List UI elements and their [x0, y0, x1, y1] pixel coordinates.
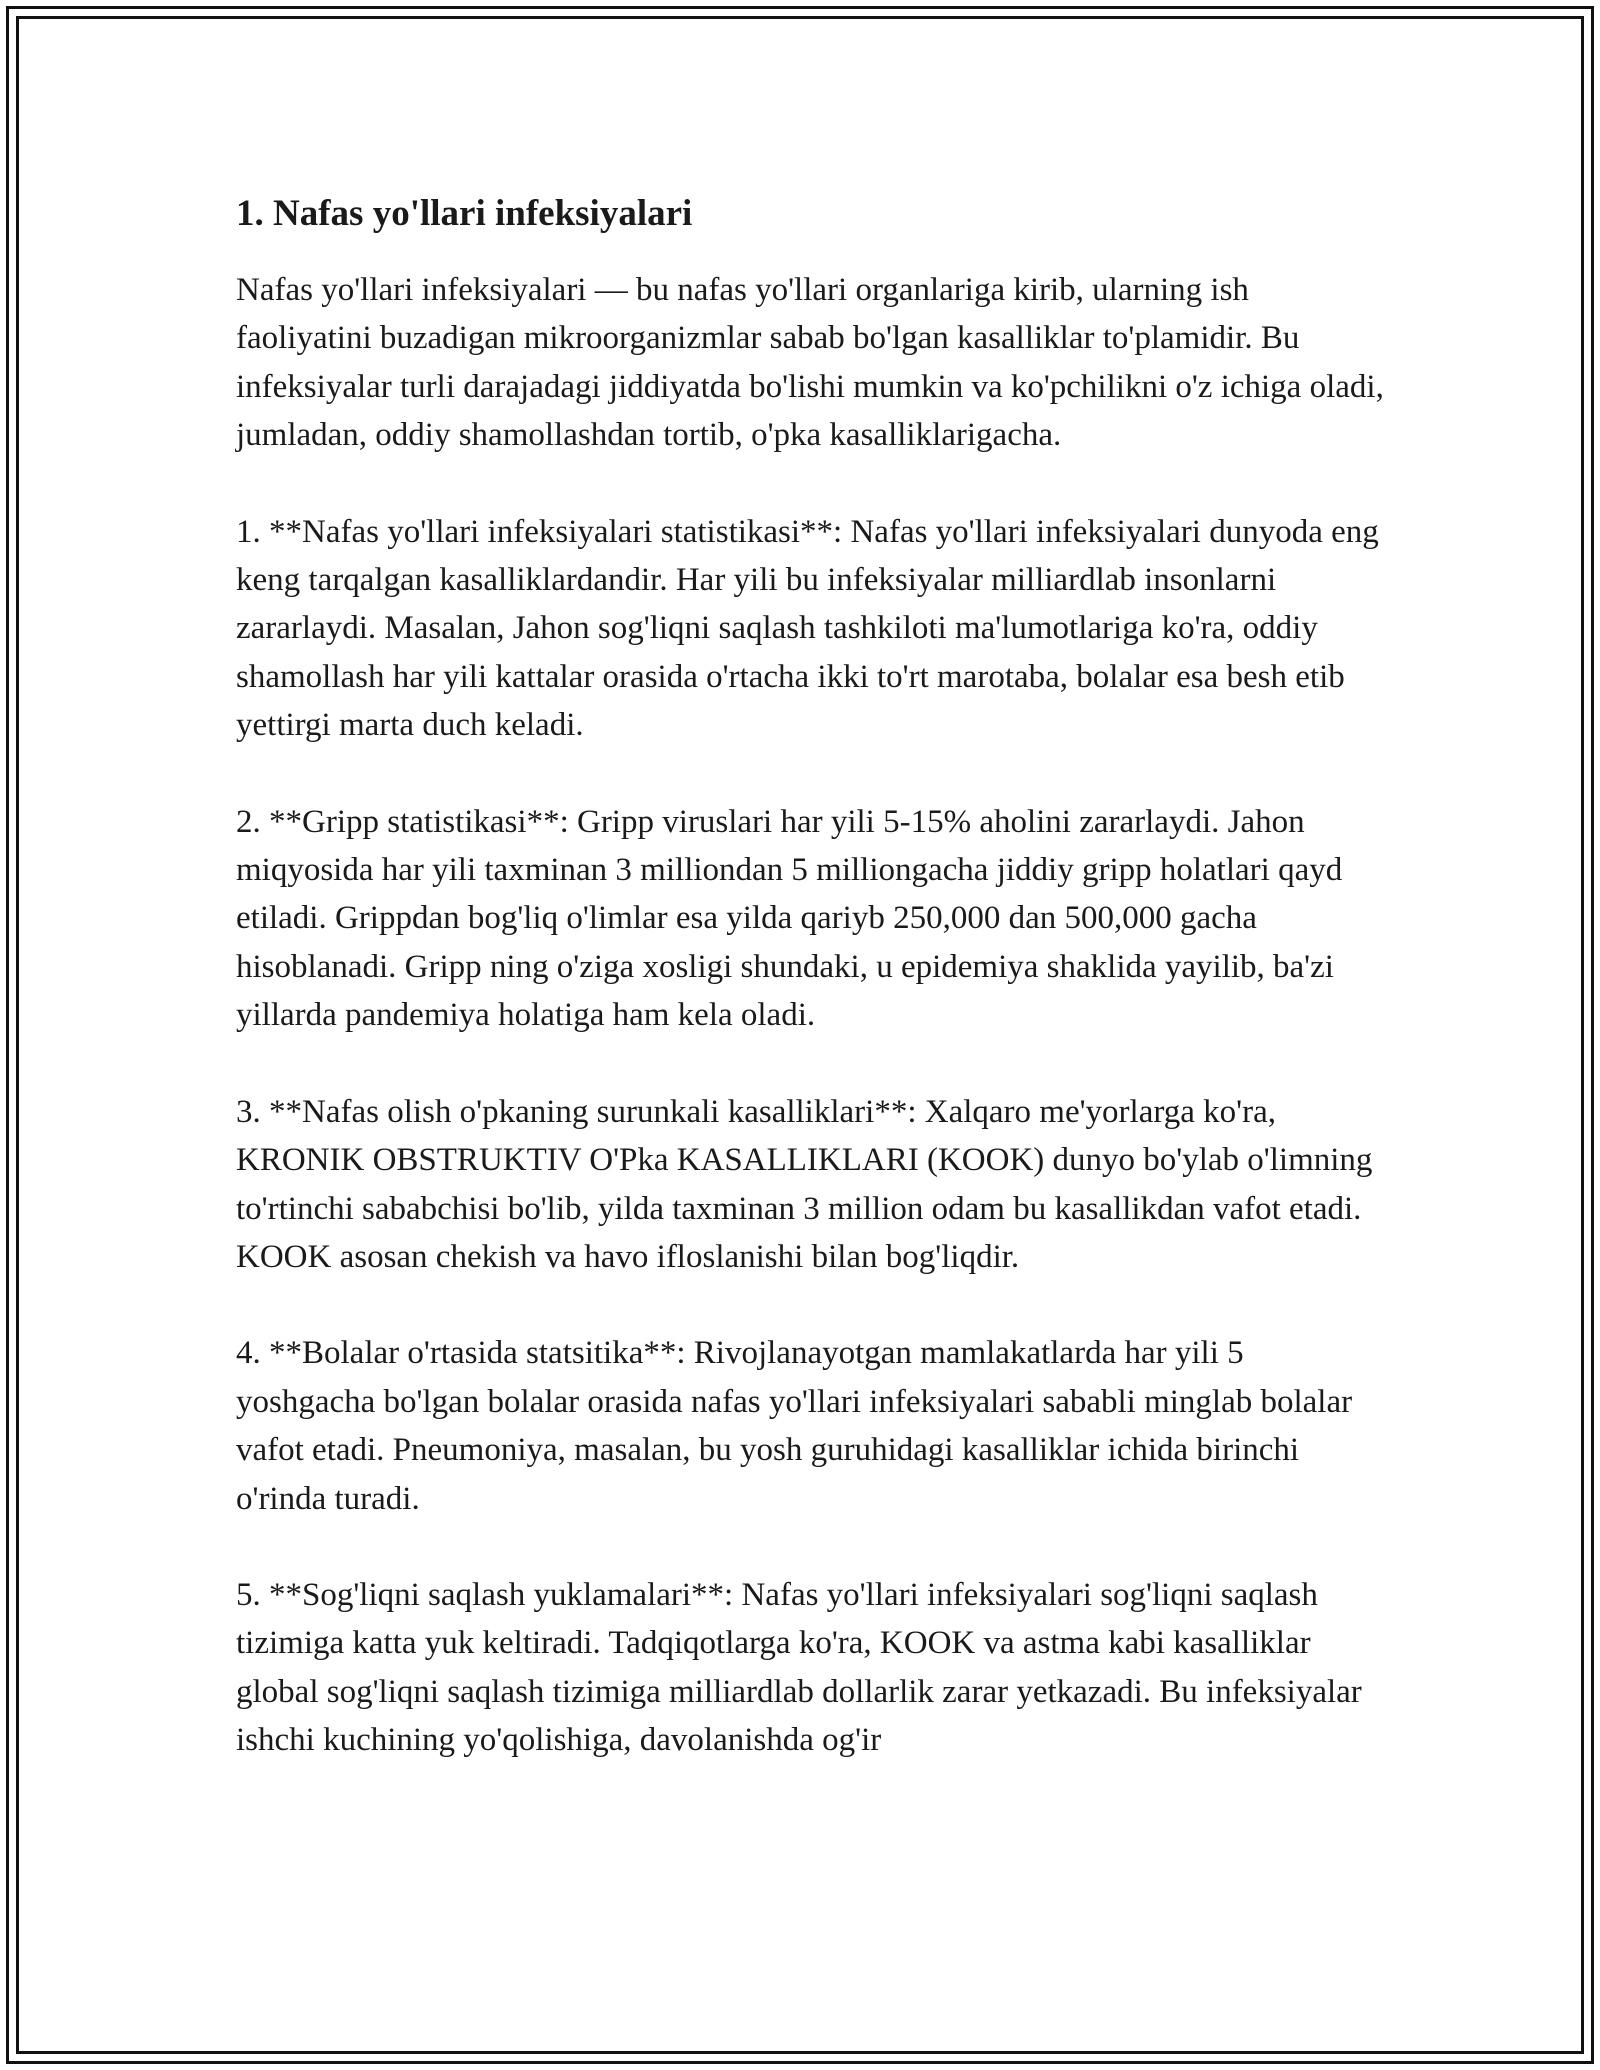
intro-paragraph: Nafas yo'llari infeksiyalari — bu nafas yo'llari organlariga kirib, ularning ish faoliyatini buzadigan mikroorganizmlar sabab bo'lgan kasalliklar to'plamidir. Bu infeksiyalar turli darajadagi jiddiyatda bo'lishi mumkin va ko'pchilikni o'z ichiga oladi, jumladan, oddiy shamollashdan tortib, o'pka kasalliklarigacha.	[236, 272, 1384, 454]
paragraph-chronic-lung-diseases: 3. **Nafas olish o'pkaning surunkali kasalliklari**: Xalqaro me'yorlarga ko'ra, KRONIK OBSTRUKTIV O'Pka KASALLIKLARI (KOOK) dunyo bo'ylab o'limning to'rtinchi sababchisi bo'lib, yilda taxminan 3 million odam bu kasallikdan vafot etadi. KOOK asosan chekish va havo ifloslanishi bilan bog'liqdir.	[236, 1093, 1373, 1275]
paragraph-children-statistics: 4. **Bolalar o'rtasida statsitika**: Rivojlanayotgan mamlakatlarda har yili 5 yoshgacha bo'lgan bolalar orasida nafas yo'llari infeksiyalari sababli minglab bolalar vafot etadi. Pneumoniya, masalan, bu yosh guruhidagi kasalliklar ichida birinchi o'rinda turadi.	[236, 1335, 1353, 1517]
section-heading: 1. Nafas yo'llari infeksiyalari	[236, 193, 693, 234]
paragraph-respiratory-statistics: 1. **Nafas yo'llari infeksiyalari statistikasi**: Nafas yo'llari infeksiyalari dunyoda eng keng tarqalgan kasalliklardandir. Har yili bu infeksiyalar milliardlab insonlarni zararlaydi. Masalan, Jahon sog'liqni saqlash tashkiloti ma'lumotlariga ko'ra, oddiy shamollash har yili kattalar orasida o'rtacha ikki to'rt marotaba, bolalar esa besh etib yettirgi marta duch keladi.	[236, 513, 1379, 744]
paragraph-healthcare-burden: 5. **Sog'liqni saqlash yuklamalari**: Nafas yo'llari infeksiyalari sog'liqni saqlash tizimiga katta yuk keltiradi. Tadqiqotlarga ko'ra, KOOK va astma kabi kasalliklar global sog'liqni saqlash tizimiga milliardlab dollarlik zarar yetkazadi. Bu infeksiyalar ishchi kuchining yo'qolishiga, davolanishda og'ir	[236, 1576, 1362, 1759]
document-body	[236, 190, 1386, 1813]
paragraph-flu-statistics: 2. **Gripp statistikasi**: Gripp viruslari har yili 5-15% aholini zararlaydi. Jahon miqyosida har yili taxminan 3 milliondan 5 milliongacha jiddiy gripp holatlari qayd etiladi. Grippdan bog'liq o'limlar esa yilda qariyb 250,000 dan 500,000 gacha hisoblanadi. Gripp ning o'ziga xosligi shundaki, u epidemiya shaklida yayilib, ba'zi yillarda pandemiya holatiga ham kela oladi.	[236, 803, 1343, 1034]
